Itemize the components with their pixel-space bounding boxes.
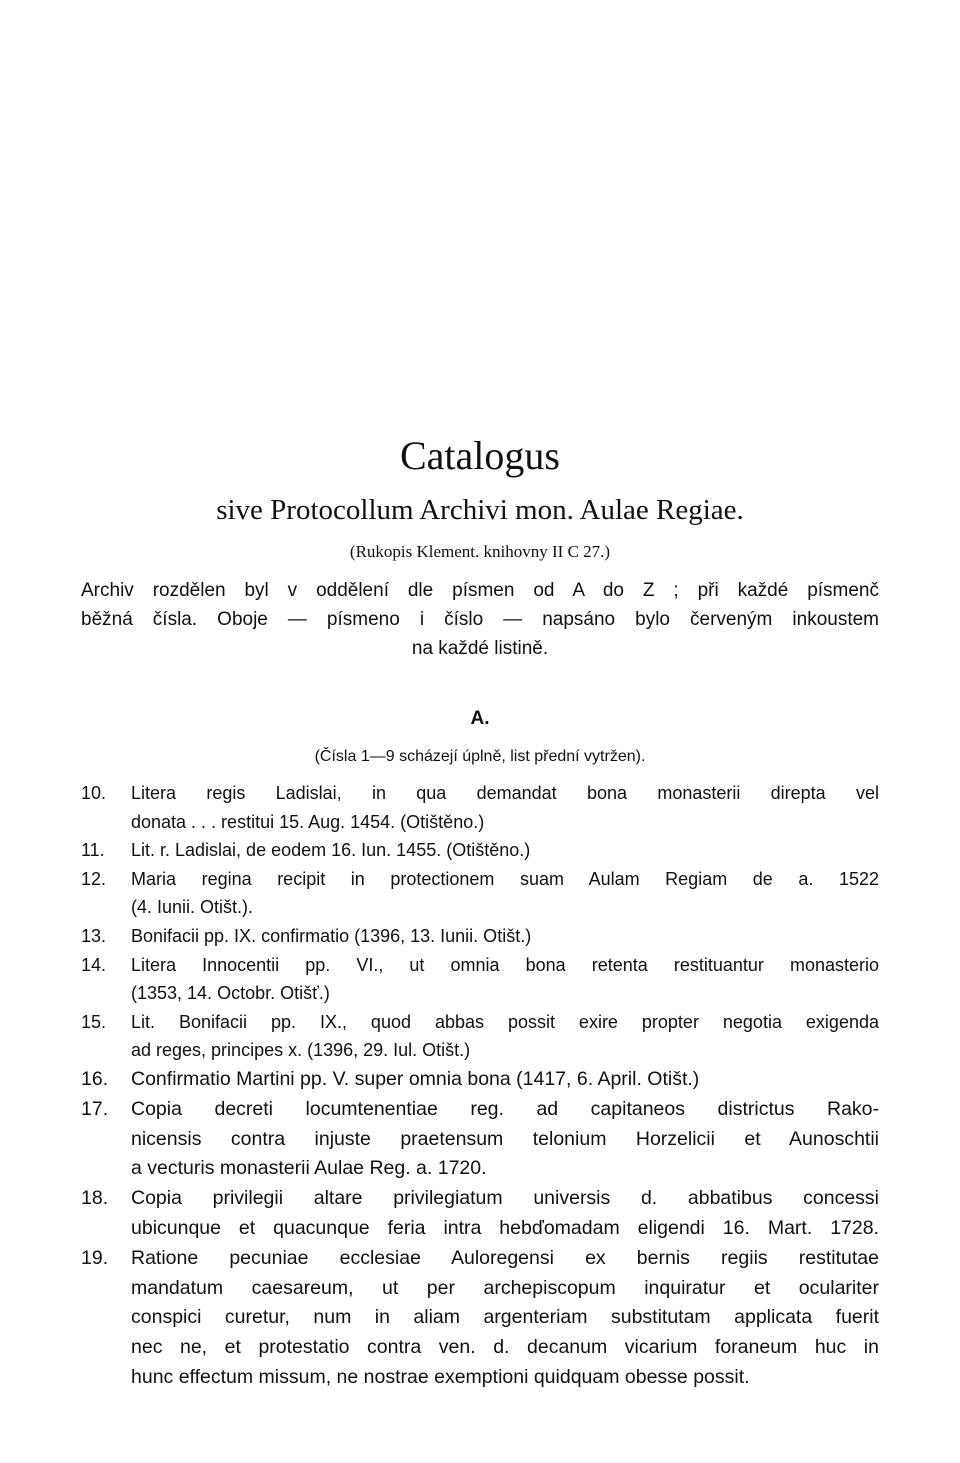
entry-line: ubicunque et quacunque feria intra hebďomadam eligendi 16. Mart. 1728. [131, 1216, 879, 1239]
entry-line: Copia privilegii altare privilegiatum universis d. abbatibus concessi [131, 1187, 879, 1210]
entry-line: conspici curetur, num in aliam argenteriam substitutam applicata fuerit [131, 1306, 879, 1329]
entry-text [131, 1008, 879, 1065]
entry-number: 16. [81, 1067, 109, 1090]
entry-line: ad reges, principes x. (1396, 29. Iul. Otišt.) [131, 1040, 471, 1061]
entry-number: 13. [81, 925, 107, 946]
catalog-entry [81, 1065, 879, 1095]
entry-line: (4. Iunii. Otišt.). [131, 897, 254, 918]
page-subtitle: sive Protocollum Archivi mon. Aulae Regiae. [216, 494, 744, 526]
entry-number: 12. [81, 868, 107, 889]
entry-number: 17. [81, 1097, 109, 1120]
entry-line: Lit. Bonifacii pp. IX., quod abbas possit exire propter negotia exigenda [131, 1011, 879, 1032]
catalog-entry [81, 1008, 879, 1065]
catalog-entry [81, 865, 879, 922]
catalog-entry [81, 1095, 879, 1184]
intro-paragraph [81, 576, 879, 663]
entry-text [131, 836, 879, 865]
entry-text [131, 1095, 879, 1184]
entry-line: donata . . . restitui 15. Aug. 1454. (Otištěno.) [131, 811, 485, 832]
entry-text [131, 1184, 879, 1244]
intro-line: běžná čísla. Oboje — písmeno i číslo — napsáno bylo červeným inkoustem [81, 609, 879, 630]
entry-line: Confirmatio Martini pp. V. super omnia bona (1417, 6. April. Otišt.) [131, 1067, 700, 1090]
entry-number: 10. [81, 783, 107, 803]
entry-text [131, 865, 879, 922]
entry-line: Maria regina recipit in protectionem suam Aulam Regiam de a. 1522 [131, 868, 879, 889]
catalog-entry [81, 1244, 879, 1393]
entry-number: 14. [81, 954, 107, 975]
catalog-entry [81, 836, 879, 865]
section-letter: A. [470, 708, 490, 729]
source-note: (Rukopis Klement. knihovny II C 27.) [349, 542, 611, 561]
entry-text [131, 779, 879, 836]
page-title: Catalogus [400, 433, 560, 478]
entry-number: 15. [81, 1011, 107, 1032]
intro-line: Archiv rozdělen byl v oddělení dle písmen od A do Z ; při každé písmenč [81, 580, 879, 601]
entry-line: Copia decreti locumtenentiae reg. ad capitaneos districtus Rako- [131, 1097, 879, 1120]
entry-line: Lit. r. Ladislai, de eodem 16. Iun. 1455. (Otištěno.) [131, 840, 531, 861]
entry-line: (1353, 14. Octobr. Otišť.) [131, 983, 330, 1004]
entry-line: Bonifacii pp. IX. confirmatio (1396, 13. Iunii. Otišt.) [131, 925, 532, 946]
entry-number: 11. [81, 840, 105, 861]
entry-text [131, 922, 879, 951]
entry-line: Ratione pecuniae ecclesiae Auloregensi ex bernis regiis restitutae [131, 1246, 879, 1269]
section-note: (Čísla 1—9 scházejí úplně, list přední vytržen). [314, 748, 646, 765]
entry-line: Litera regis Ladislai, in qua demandat bona monasterii direpta vel [131, 783, 879, 803]
catalog-entry [81, 1184, 879, 1244]
entry-text [131, 951, 879, 1008]
entry-line: Litera Innocentii pp. VI., ut omnia bona retenta restituantur monasterio [131, 954, 879, 975]
catalog-entries [81, 779, 879, 1393]
entry-number: 19. [81, 1246, 109, 1269]
entry-text [131, 1065, 879, 1095]
entry-line: a vecturis monasterii Aulae Reg. a. 1720. [131, 1157, 487, 1180]
entry-line: nicensis contra injuste praetensum telonium Horzelicii et Aunoschtii [131, 1127, 879, 1150]
entry-text [131, 1244, 879, 1393]
entry-line: nec ne, et protestatio contra ven. d. decanum vicarium foraneum huc in [131, 1336, 879, 1359]
catalog-entry [81, 779, 879, 836]
entry-number: 18. [81, 1187, 109, 1210]
entry-line: mandatum caesareum, ut per archepiscopum inquiratur et oculariter [131, 1276, 879, 1299]
catalog-entry [81, 922, 879, 951]
catalog-entry [81, 951, 879, 1008]
intro-line: na každé listině. [411, 638, 549, 659]
entry-line: hunc effectum missum, ne nostrae exemptioni quidquam obesse possit. [131, 1365, 750, 1388]
